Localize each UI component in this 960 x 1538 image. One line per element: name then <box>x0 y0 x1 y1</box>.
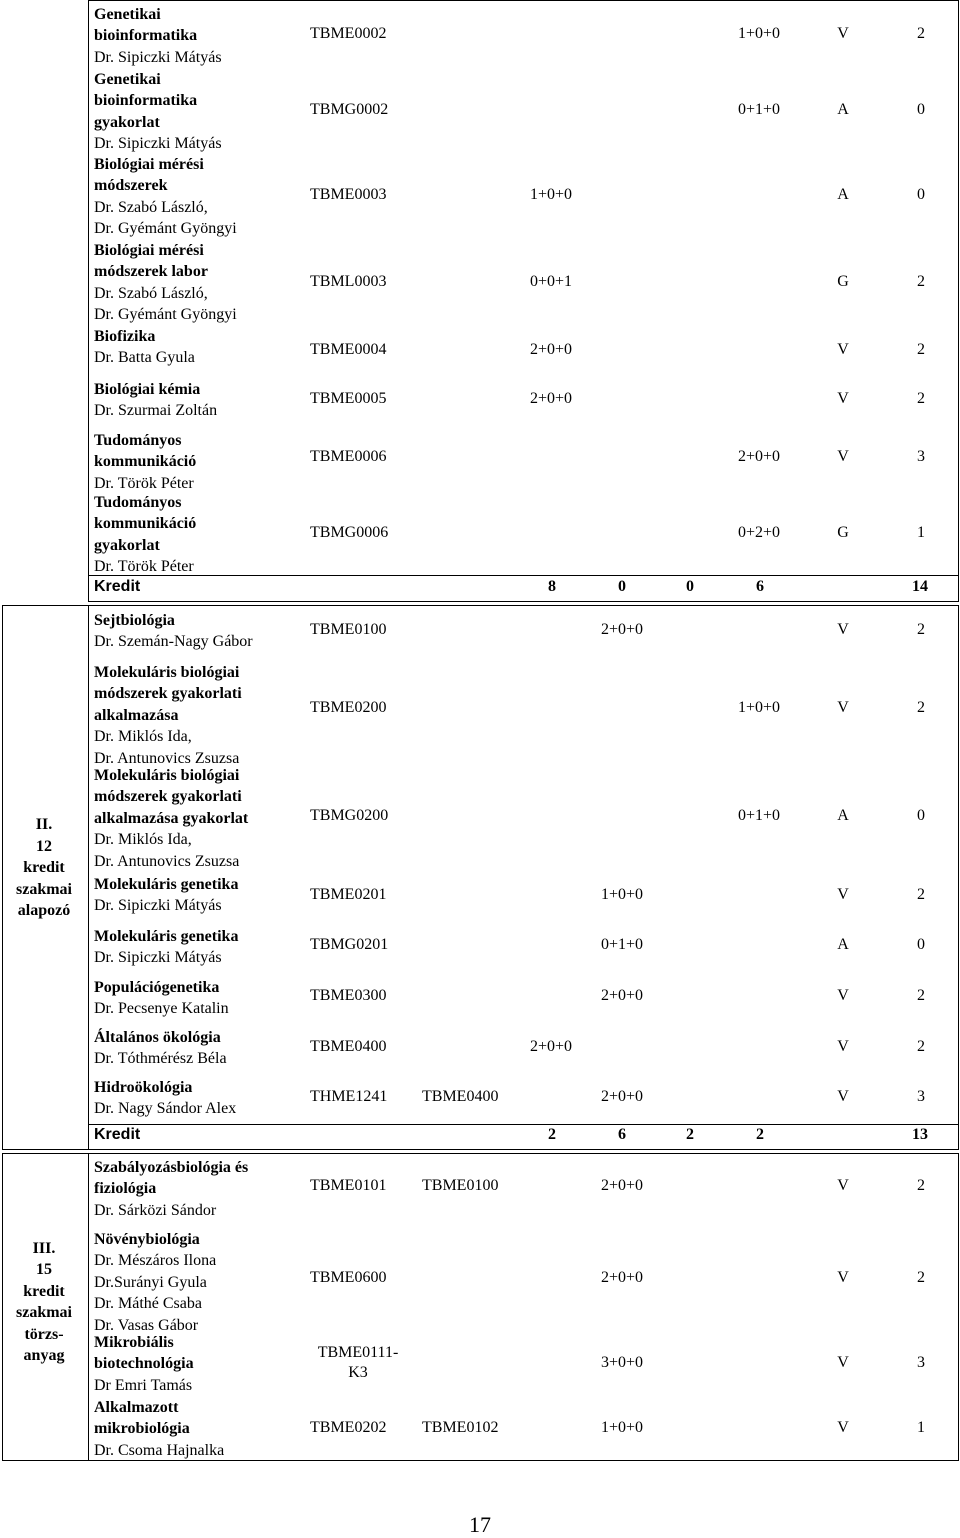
subject-title-line: Szabályozásbiológia és <box>94 1159 249 1176</box>
course-code: TBMG0002 <box>310 101 389 118</box>
teacher-name-line: Dr. Sipiczki Mátyás <box>94 897 222 915</box>
kredit-total: 13 <box>912 1126 928 1143</box>
exam-type: V <box>837 1269 849 1286</box>
module-label <box>2 1238 86 1367</box>
hours-value: 2+0+0 <box>600 621 644 638</box>
module-label-line: II. <box>35 816 53 834</box>
teacher-name-line: Dr. Sárközi Sándor <box>94 1201 217 1219</box>
credit-value: 2 <box>917 621 925 638</box>
hours-value: 0+1+0 <box>737 101 781 118</box>
hours-value: 1+0+0 <box>600 1419 644 1436</box>
credit-value: 2 <box>917 273 925 290</box>
prerequisite-code: TBME0102 <box>422 1419 499 1436</box>
hours-value: 1+0+0 <box>737 25 781 42</box>
table-border <box>88 0 958 1</box>
credit-value: 3 <box>917 1088 925 1105</box>
subject-title-line: Alkalmazott <box>94 1399 179 1416</box>
table-border <box>88 1124 958 1125</box>
hours-value: 0+1+0 <box>737 807 781 824</box>
course-code: TBMG0201 <box>310 936 389 953</box>
hours-value: 2+0+0 <box>600 1088 644 1105</box>
subject-cell <box>94 1332 304 1396</box>
subject-title-line: gyakorlat <box>94 113 160 131</box>
hours-value: 0+2+0 <box>737 524 781 541</box>
subject-title-line: Genetikai <box>94 6 161 23</box>
subject-title-line: Mikrobiális <box>94 1334 174 1351</box>
kredit-total: 2 <box>686 1126 694 1143</box>
credit-value: 0 <box>917 936 925 953</box>
hours-value: 2+0+0 <box>529 341 573 358</box>
table-border <box>958 1153 959 1461</box>
course-code: TBME0100 <box>310 621 387 638</box>
subject-title-line: kommunikáció <box>94 453 197 471</box>
subject-cell <box>94 379 304 422</box>
subject-cell <box>94 1157 304 1221</box>
subject-title-line: Molekuláris genetika <box>94 876 239 893</box>
exam-type: V <box>837 25 849 42</box>
teacher-name-line: Dr. Batta Gyula <box>94 349 195 367</box>
subject-title-line: bioinformatika <box>94 92 198 110</box>
subject-cell <box>94 1397 304 1461</box>
module-label-line: 15 <box>36 1261 52 1278</box>
kredit-total: 8 <box>548 578 556 595</box>
subject-title-line: módszerek gyakorlati <box>94 788 242 806</box>
hours-value: 2+0+0 <box>529 390 573 407</box>
exam-type: A <box>837 807 849 824</box>
table-border <box>2 1149 958 1150</box>
credit-value: 1 <box>917 524 925 541</box>
exam-type: V <box>837 1038 849 1055</box>
course-code: TBME0202 <box>310 1419 387 1436</box>
credit-value: 2 <box>917 1177 925 1194</box>
exam-type: V <box>837 1088 849 1105</box>
subject-cell <box>94 874 304 917</box>
teacher-name-line: Dr. Miklós Ida, <box>94 831 192 849</box>
course-code: TBME0200 <box>310 699 387 716</box>
module-label-line: alapozó <box>17 902 71 920</box>
hours-value: 2+0+0 <box>737 448 781 465</box>
subject-title-line: alkalmazása <box>94 706 179 724</box>
exam-type: V <box>837 1177 849 1194</box>
module-label-line: 12 <box>36 837 52 855</box>
subject-cell <box>94 1077 304 1120</box>
subject-cell <box>94 4 304 68</box>
teacher-name-line: Dr. Szurmai Zoltán <box>94 402 218 420</box>
subject-cell <box>94 765 304 872</box>
table-border <box>958 605 959 1150</box>
hours-value: 1+0+0 <box>529 186 573 203</box>
table-border <box>88 575 958 576</box>
teacher-name-line: Dr. Nagy Sándor Alex <box>94 1100 237 1118</box>
subject-cell <box>94 610 304 653</box>
exam-type: V <box>837 448 849 465</box>
kredit-label: Kredit <box>94 1126 141 1143</box>
teacher-name-line: Dr. Sipiczki Mátyás <box>94 135 222 153</box>
subject-title-line: módszerek gyakorlati <box>94 685 242 703</box>
table-border <box>2 1153 958 1154</box>
course-code: TBMG0200 <box>310 807 389 824</box>
kredit-total: 2 <box>756 1126 764 1143</box>
exam-type: V <box>837 1354 849 1371</box>
exam-type: V <box>837 1419 849 1436</box>
subject-title-line: Biofizika <box>94 328 156 345</box>
exam-type: V <box>837 390 849 407</box>
teacher-name-line: Dr. Pecsenye Katalin <box>94 1000 229 1018</box>
module-label-line: szakmai <box>16 1304 72 1321</box>
subject-title-line: Biológiai mérési <box>94 156 204 173</box>
table-border <box>958 0 959 602</box>
subject-cell <box>94 926 304 969</box>
subject-cell <box>94 492 304 578</box>
subject-cell <box>94 154 304 240</box>
subject-title-line: Tudományos <box>94 432 182 449</box>
subject-title-line: Tudományos <box>94 494 182 511</box>
prerequisite-code: TBME0400 <box>422 1088 499 1105</box>
hours-value: 0+0+1 <box>529 273 573 290</box>
table-border <box>2 605 3 1150</box>
module-label-line: törzs- <box>24 1325 64 1343</box>
subject-cell <box>94 1229 304 1336</box>
course-code: TBME0005 <box>310 390 387 407</box>
course-code: TBME0201 <box>310 886 387 903</box>
kredit-total: 2 <box>548 1126 556 1143</box>
credit-value: 2 <box>917 699 925 716</box>
teacher-name-line: Dr. Miklós Ida, <box>94 728 192 746</box>
page-number: 17 <box>469 1512 491 1537</box>
credit-value: 1 <box>917 1419 925 1436</box>
hours-value: 0+1+0 <box>600 936 644 953</box>
credit-value: 0 <box>917 807 925 824</box>
hours-value: 2+0+0 <box>600 987 644 1004</box>
hours-value: 1+0+0 <box>737 699 781 716</box>
teacher-name-line: Dr. Tóthmérész Béla <box>94 1050 227 1068</box>
module-label-line: III. <box>32 1239 56 1257</box>
kredit-total: 14 <box>912 578 928 595</box>
subject-cell <box>94 430 304 494</box>
subject-cell <box>94 977 304 1020</box>
teacher-name-line: Dr. Szabó László, <box>94 198 208 216</box>
credit-value: 2 <box>917 1269 925 1286</box>
credit-value: 2 <box>917 25 925 42</box>
teacher-name-line: Dr. Sipiczki Mátyás <box>94 48 222 66</box>
subject-cell <box>94 240 304 326</box>
module-label-line: kredit <box>23 859 65 877</box>
table-border <box>2 1153 3 1461</box>
teacher-name-line: Dr. Sipiczki Mátyás <box>94 949 222 967</box>
exam-type: A <box>837 101 849 118</box>
teacher-name-line: Dr. Máthé Csaba <box>94 1295 202 1313</box>
teacher-name-line: Dr. Szabó László, <box>94 284 208 302</box>
module-label-line: szakmai <box>16 880 72 898</box>
course-code: TBME0004 <box>310 341 387 358</box>
subject-title-line: fiziológia <box>94 1180 157 1198</box>
teacher-name-line: Dr. Antunovics Zsuzsa <box>94 852 240 870</box>
teacher-name-line: Dr. Török Péter <box>94 558 194 576</box>
subject-title-line: módszerek labor <box>94 263 208 281</box>
exam-type: A <box>837 186 849 203</box>
subject-title-line: Genetikai <box>94 71 161 88</box>
kredit-total: 0 <box>686 578 694 595</box>
credit-value: 0 <box>917 101 925 118</box>
subject-title-line: Növénybiológia <box>94 1231 200 1248</box>
credit-value: 2 <box>917 987 925 1004</box>
subject-cell <box>94 326 304 369</box>
kredit-total: 0 <box>618 578 626 595</box>
teacher-name-line: Dr. Csoma Hajnalka <box>94 1441 225 1459</box>
course-code: TBME0101 <box>310 1177 387 1194</box>
exam-type: V <box>837 699 849 716</box>
kredit-label: Kredit <box>94 578 141 595</box>
credit-value: 3 <box>917 448 925 465</box>
teacher-name-line: Dr Emri Tamás <box>94 1376 193 1394</box>
exam-type: G <box>837 524 849 541</box>
exam-type: A <box>837 936 849 953</box>
course-code: TBME0006 <box>310 448 387 465</box>
course-code: TBMG0006 <box>310 524 389 541</box>
subject-title-line: gyakorlat <box>94 536 160 554</box>
prerequisite-code: TBME0100 <box>422 1177 499 1194</box>
credit-value: 2 <box>917 341 925 358</box>
credit-value: 2 <box>917 886 925 903</box>
exam-type: G <box>837 273 849 290</box>
hours-value: 2+0+0 <box>600 1269 644 1286</box>
teacher-name-line: Dr. Antunovics Zsuzsa <box>94 749 240 767</box>
credit-value: 2 <box>917 390 925 407</box>
course-code: TBME0002 <box>310 25 387 42</box>
subject-title-line: alkalmazása gyakorlat <box>94 809 249 827</box>
module-label <box>2 814 86 922</box>
hours-value: 1+0+0 <box>600 886 644 903</box>
hours-value: 2+0+0 <box>600 1177 644 1194</box>
kredit-total: 6 <box>618 1126 626 1143</box>
course-code: TBME0400 <box>310 1038 387 1055</box>
table-border <box>2 1460 958 1461</box>
subject-title-line: Általános ökológia <box>94 1029 221 1046</box>
subject-cell <box>94 69 304 155</box>
hours-value: 2+0+0 <box>529 1038 573 1055</box>
subject-title-line: Molekuláris genetika <box>94 928 239 945</box>
course-code: TBME0600 <box>310 1269 387 1286</box>
teacher-name-line: Dr. Gyémánt Gyöngyi <box>94 220 237 238</box>
exam-type: V <box>837 886 849 903</box>
subject-title-line: Molekuláris biológiai <box>94 767 240 784</box>
teacher-name-line: Dr. Vasas Gábor <box>94 1316 199 1334</box>
subject-title-line: Sejtbiológia <box>94 612 175 629</box>
subject-title-line: mikrobiológia <box>94 1420 190 1438</box>
subject-title-line: Molekuláris biológiai <box>94 664 240 681</box>
module-label-line: anyag <box>23 1347 65 1364</box>
exam-type: V <box>837 341 849 358</box>
table-border <box>2 605 958 606</box>
credit-value: 3 <box>917 1354 925 1371</box>
subject-title-line: biotechnológia <box>94 1355 194 1373</box>
exam-type: V <box>837 987 849 1004</box>
teacher-name-line: Dr. Török Péter <box>94 474 194 492</box>
subject-title-line: Biológiai kémia <box>94 381 201 398</box>
table-border <box>88 605 89 1150</box>
subject-cell <box>94 1027 304 1070</box>
hours-value: 3+0+0 <box>600 1354 644 1371</box>
course-code: TBME0111- K3 <box>317 1344 399 1381</box>
subject-title-line: Hidroökológia <box>94 1079 193 1096</box>
course-code: TBME0300 <box>310 987 387 1004</box>
subject-title-line: Populációgenetika <box>94 979 220 996</box>
course-code: TBML0003 <box>310 273 387 290</box>
module-label-line: kredit <box>23 1282 65 1300</box>
table-border <box>88 0 89 602</box>
teacher-name-line: Dr. Mészáros Ilona <box>94 1252 217 1270</box>
table-border <box>88 1153 89 1461</box>
kredit-total: 6 <box>756 578 764 595</box>
subject-title-line: Biológiai mérési <box>94 242 204 259</box>
exam-type: V <box>837 621 849 638</box>
subject-title-line: bioinformatika <box>94 27 198 45</box>
course-code: TBME0003 <box>310 186 387 203</box>
table-border <box>88 601 958 602</box>
teacher-name-line: Dr. Szemán-Nagy Gábor <box>94 633 253 651</box>
subject-title-line: módszerek <box>94 177 168 195</box>
course-code: THME1241 <box>310 1088 388 1105</box>
subject-title-line: kommunikáció <box>94 515 197 533</box>
subject-cell <box>94 662 304 769</box>
credit-value: 2 <box>917 1038 925 1055</box>
credit-value: 0 <box>917 186 925 203</box>
teacher-name-line: Dr. Gyémánt Gyöngyi <box>94 306 237 324</box>
teacher-name-line: Dr.Surányi Gyula <box>94 1273 207 1291</box>
